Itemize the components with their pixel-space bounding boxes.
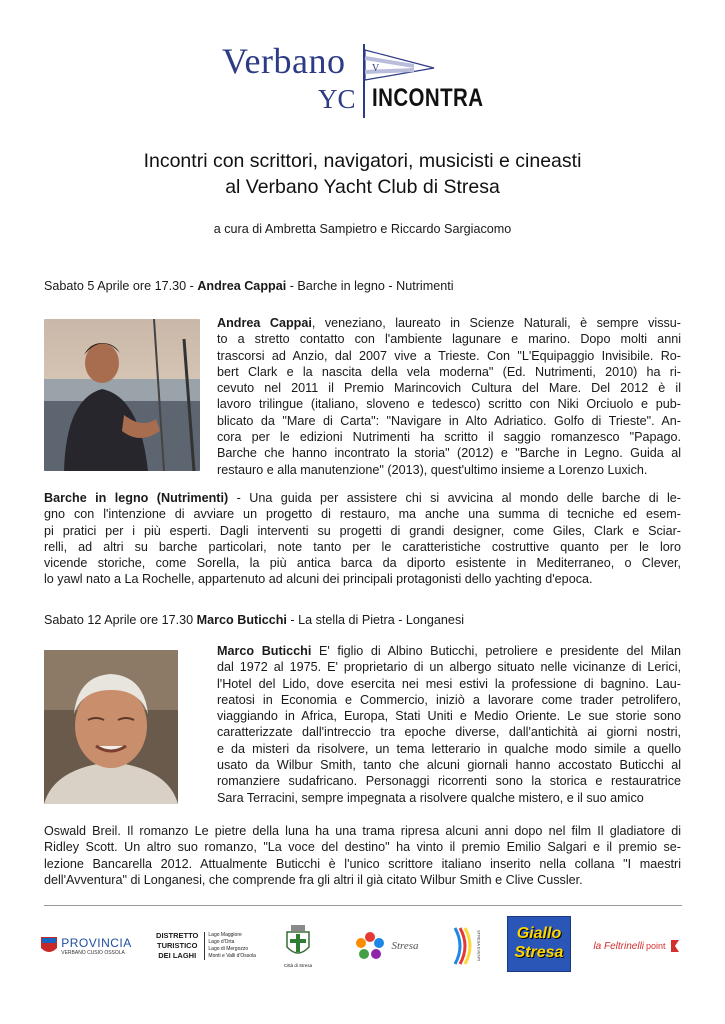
lago-orta: Lago d'Orta xyxy=(208,939,235,945)
event2-desc-text: dell'Avventura" di Longanesi, che comprende fra gli altri il già citato Wilbur Smith e Clive Cussler. xyxy=(44,872,583,887)
provincia-sub-text: VERBANO CUSIO OSSOLA xyxy=(61,950,125,956)
event2-title: - La stella di Pietra - Longanesi xyxy=(286,613,465,627)
event1-author: Andrea Cappai xyxy=(197,279,287,293)
giallo-text: Giallo xyxy=(516,925,562,942)
event2-bio-line xyxy=(217,757,681,773)
event1-bio-line xyxy=(217,364,681,380)
event2-bio-text: l'Hotel del Lido, dove esercita nei mesi estivi la professione di bagnino. Lau- xyxy=(217,676,681,691)
event1-bio-text: blicato da "Mare di Carta": "Navigare in Alto Adriatico. Golfo di Trieste". An- xyxy=(217,413,681,428)
event2-bio-text: dal 1972 al 1975. E' proprietario di un albergo situato nelle vicinanze di Lerici, xyxy=(217,660,681,675)
event1-bio-text: restauro e alla manutenzione" (2013), quest'ultimo insieme a Lorenzo Luxich. xyxy=(217,462,648,477)
event2-bio-line xyxy=(217,676,681,692)
event1-desc-line xyxy=(44,523,681,539)
event2-bio-line xyxy=(217,659,681,675)
event2-bio-line xyxy=(217,790,681,806)
event1-bio-text: Barche che hanno incontrato la storia" (2012) e "Barche in Legno. Guida al xyxy=(217,446,681,461)
event1-title: - Barche in legno - Nutrimenti xyxy=(286,279,454,293)
event2-bio xyxy=(217,643,681,806)
feltrinelli-text: la Feltrinelli xyxy=(593,940,645,952)
event1-bio-line xyxy=(217,380,681,396)
event1-desc-text: - Una guida per assistere chi si avvicina al mondo delle barche di le- xyxy=(228,491,682,505)
event2-desc-text: Ridley Scott. Un altro suo romanzo, "La voce del destino" ha vinto il premio Emilio Salgari e il premio se- xyxy=(44,840,681,855)
event2-desc-text: Oswald Breil. Il romanzo Le pietre della luna ha una trama ripresa alcuni anni dopo nel film Il gladiatore di xyxy=(44,824,681,838)
event1-bio-line xyxy=(217,348,681,364)
curated-by: a cura di Ambretta Sampietro e Riccardo Sargiacomo xyxy=(213,222,512,236)
event2-description xyxy=(44,823,681,888)
event2-author: Marco Buticchi xyxy=(196,613,287,627)
event1-description xyxy=(44,490,681,588)
page-title-line2: al Verbano Yacht Club di Stresa xyxy=(225,176,500,198)
sponsor-distretto-laghi xyxy=(148,915,264,977)
sponsor-provincia-vco xyxy=(44,915,132,977)
provincia-text: PROVINCIA xyxy=(61,936,132,950)
event1-desc-bold-name: Barche in legno (Nutrimenti) xyxy=(44,491,229,505)
feltrinelli-f-icon xyxy=(669,939,681,953)
event2-bio-text: reatosi in Economia e Commercio, iniziò a lavorare come trader petrolifero, xyxy=(217,692,681,707)
event2-bio-line xyxy=(217,692,681,708)
event1-bio-text: , veneziano, laureato in Scienze Naturali, è sempre vissu- xyxy=(311,316,681,330)
event1-bio-line xyxy=(217,315,681,331)
event2-bio-text: viaggiando in Africa, Europa, Stati Uniti e Medio Oriente. Le sue storie sono xyxy=(217,709,681,724)
page-title-line1: Incontri con scrittori, navigatori, musicisti e cineasti xyxy=(143,150,582,172)
event2-bio-text: caratterizzate dall'intreccio tra epoche diverse, dall'antichità ai giorni nostri, xyxy=(217,725,681,740)
event1-desc-text: lo yawl nato a La Rochelle, appartenuto ad alcuni dei principali protagonisti dello yachting d'epoca. xyxy=(44,572,593,587)
event2-heading xyxy=(44,612,464,629)
event1-heading xyxy=(44,278,454,295)
giallo-stresa-text: Stresa xyxy=(514,944,564,961)
lago-maggiore: Lago Maggiore xyxy=(208,932,242,938)
event2-bio-line xyxy=(217,724,681,740)
event2-bio-text: usato da Wilbur Smith, tanto che alcuni giornali hanno accostato Buticchi al xyxy=(217,758,681,773)
event1-bio-bold-name: Andrea Cappai xyxy=(217,316,312,330)
logo-yc-text: YC xyxy=(318,84,356,114)
event2-desc-line xyxy=(44,823,681,839)
author-photo-marco-buticchi xyxy=(44,650,178,804)
event1-bio-text: bert Clark e la nascita della vela moderna" (Ed. Nutrimenti, 2010) ha ri- xyxy=(217,364,681,379)
event1-bio-line xyxy=(217,429,681,445)
flag-letter: V xyxy=(372,63,380,74)
event2-bio-line xyxy=(217,741,681,757)
logo-verbano-text: Verbano xyxy=(222,41,346,81)
event1-desc-text: vicende storiche, come Sorella, la più antica barca da diporto esistente in Mediterraneo, o Clever, xyxy=(44,556,681,571)
stresa-eventi-icon xyxy=(451,926,477,966)
event1-bio-line xyxy=(217,331,681,347)
event1-bio-text: trascorsi ad Anzio, dal 2007 vive a Trieste. Con "L'Equipaggio Invisibile. Ro- xyxy=(217,348,681,363)
event2-desc-text: lezione Bancarella 2012. Attualmente Buticchi è l'unico scrittore italiano inserito nella collana "I maestri xyxy=(44,856,681,871)
event2-bio-line xyxy=(217,643,681,659)
stresa-text: Stresa xyxy=(391,940,419,952)
event2-desc-line xyxy=(44,839,681,855)
footer-divider xyxy=(44,905,682,906)
event1-desc-line xyxy=(44,555,681,571)
stresa-coat-of-arms-icon xyxy=(285,925,311,959)
event1-bio-line xyxy=(217,462,681,478)
event1-bio-text: cora per le edizioni Nutrimenti ha scritto il saggio romanzesco "Papago. xyxy=(217,430,681,445)
event1-bio-line xyxy=(217,413,681,429)
event1-desc-line xyxy=(44,490,681,506)
distretto-line2: TURISTICO xyxy=(157,941,198,950)
distretto-line1: DISTRETTO xyxy=(156,931,199,940)
distretto-line3: DEI LAGHI xyxy=(158,951,197,960)
stresa-flower-icon xyxy=(353,929,387,963)
event1-bio xyxy=(217,315,681,478)
sponsor-giallo-stresa xyxy=(507,916,571,972)
event1-bio-text: cevuto nel 2011 il Premio Marincovich Cultura del Mare. Del 2012 è il xyxy=(217,381,681,396)
event1-desc-text: gno con l'intenzione di avviare un progetto di restauro, ma anche una summa di tecniche ed esem- xyxy=(44,507,681,522)
event2-desc-line xyxy=(44,856,681,872)
event2-bio-text: Sara Terracini, sempre impegnata a risolvere qualche mistero, e il suo amico xyxy=(217,790,644,805)
stresa-eventi-text: STRESA EVENTI xyxy=(476,930,482,962)
event2-bio-line xyxy=(217,708,681,724)
lago-mergozzo: Lago di Mergozzo xyxy=(208,946,249,952)
event2-bio-text: E' figlio di Albino Buticchi, petroliere e presidente del Milan xyxy=(311,644,681,658)
event2-bio-text: e da misteri da risolvere, un tema letterario in qualche modo simile a quello xyxy=(217,741,681,756)
provincia-crest-icon xyxy=(40,936,58,956)
event1-bio-text: lavoro trilingue (italiano, sloveno e tedesco) scritto con Niki Orciuolo e pub- xyxy=(217,397,681,412)
event1-desc-line xyxy=(44,571,681,587)
event2-bio-text: romanziere sudafricano. Personaggi ricorrenti sono la storica e restauratrice xyxy=(217,774,681,789)
event2-desc-line xyxy=(44,872,681,888)
event1-desc-line xyxy=(44,539,681,555)
event2-bio-line xyxy=(217,773,681,789)
sponsor-citta-stresa xyxy=(276,915,320,977)
sponsor-stresa-eventi xyxy=(446,915,486,977)
event2-date: Sabato 12 Aprile ore 17.30 xyxy=(44,613,197,627)
sponsor-feltrinelli-point xyxy=(590,915,684,977)
feltrinelli-point-text: point xyxy=(646,941,666,951)
citta-stresa-text: Città di Stresa xyxy=(283,962,313,968)
event1-bio-text: to a stretto contatto con l'ambiente lagunare e marino. Dopo molti anni xyxy=(217,332,681,347)
event1-desc-text: pi pratici per i più esperti. Dagli interventi su progetti di grandi designer, come Giles, Clark e Sciar- xyxy=(44,523,681,538)
author-photo-andrea-cappai xyxy=(44,319,200,471)
monti-valli: Monti e Valli d'Ossola xyxy=(208,953,256,959)
event1-date: Sabato 5 Aprile ore 17.30 - xyxy=(44,279,198,293)
event1-bio-line xyxy=(217,396,681,412)
logo-incontra-text: INCONTRA xyxy=(372,84,484,112)
event2-bio-bold-name: Marco Buticchi xyxy=(217,644,312,658)
event1-desc-text: relli, ad altri su barche particolari, note tanto per le caratteristiche costruttive quanto per le loro xyxy=(44,539,681,554)
event1-desc-line xyxy=(44,506,681,522)
sponsor-stresa-logo xyxy=(340,915,432,977)
event1-bio-line xyxy=(217,445,681,461)
